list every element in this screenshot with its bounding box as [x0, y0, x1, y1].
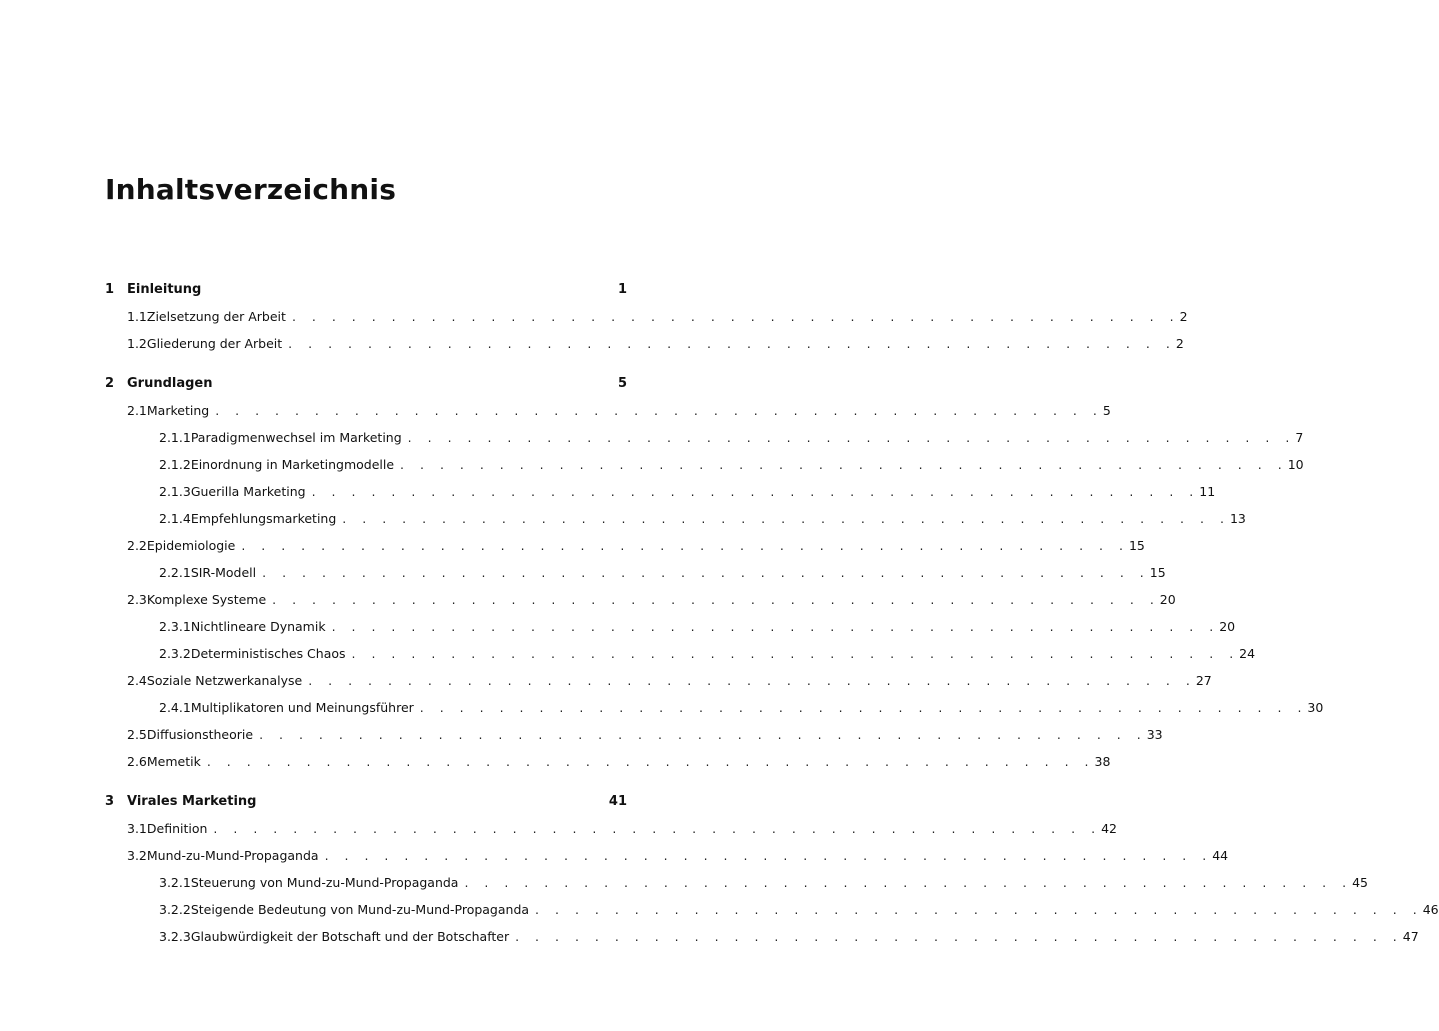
toc-section[interactable] — [105, 532, 1145, 559]
entry-title: Epidemiologie — [146, 538, 236, 553]
chapter-number: 3 — [105, 794, 115, 809]
toc-chapter[interactable] — [105, 276, 627, 303]
dot-leader: . . . . . . . . . . . . . . . . . . . . . . . . . . . . . . . . . . . . . . . . . . . . . — [213, 821, 1102, 836]
entry-title: Zielsetzung der Arbeit — [146, 309, 286, 324]
entry-number: 1.1 — [127, 309, 147, 324]
entry-number: 2.1.3 — [159, 484, 191, 499]
entry-page-number: 2 — [1179, 309, 1188, 324]
chapter-page-number: 5 — [617, 376, 627, 391]
entry-page-number: 33 — [1146, 727, 1163, 742]
entry-number: 3.1 — [127, 821, 147, 836]
page-title: Inhaltsverzeichnis — [105, 173, 397, 206]
entry-page-number: 42 — [1101, 821, 1117, 836]
entry-page-number: 15 — [1149, 565, 1166, 580]
entry-title: Diffusionstheorie — [146, 727, 254, 742]
toc-section[interactable] — [105, 397, 1111, 424]
toc-chapter[interactable] — [105, 370, 627, 397]
toc-subsection[interactable] — [105, 869, 1369, 896]
entry-page-number: 2 — [1175, 336, 1184, 351]
toc-section[interactable] — [105, 815, 1117, 842]
entry-title: Gliederung der Arbeit — [146, 336, 283, 351]
entry-page-number: 24 — [1239, 646, 1256, 661]
entry-title: Steuerung von Mund-zu-Mund-Propaganda — [190, 875, 459, 890]
dot-leader: . . . . . . . . . . . . . . . . . . . . . . . . . . . . . . . . . . . . . . . . . . . . . — [206, 754, 1095, 769]
entry-number: 1.2 — [127, 336, 147, 351]
toc-section[interactable] — [105, 303, 1188, 330]
entry-title: Nichtlineare Dynamik — [190, 619, 326, 634]
dot-leader: . . . . . . . . . . . . . . . . . . . . . . . . . . . . . . . . . . . . . . . . . . . . . — [308, 673, 1196, 688]
chapter-page-number: 41 — [608, 794, 627, 809]
dot-leader: . . . . . . . . . . . . . . . . . . . . . . . . . . . . . . . . . . . . . . . . . . . . . — [400, 457, 1288, 472]
entry-page-number: 15 — [1128, 538, 1145, 553]
toc-subsection[interactable] — [105, 424, 1304, 451]
toc-section[interactable] — [105, 721, 1163, 748]
entry-number: 2.4 — [127, 673, 147, 688]
toc-subsection[interactable] — [105, 694, 1324, 721]
toc-chapter[interactable] — [105, 788, 627, 815]
entry-number: 2.1.2 — [159, 457, 191, 472]
entry-page-number: 10 — [1287, 457, 1304, 472]
entry-number: 3.2 — [127, 848, 147, 863]
entry-page-number: 44 — [1212, 848, 1229, 863]
entry-number: 2.3 — [127, 592, 147, 607]
entry-page-number: 45 — [1352, 875, 1369, 890]
dot-leader: . . . . . . . . . . . . . . . . . . . . . . . . . . . . . . . . . . . . . . . . . . . . . — [407, 430, 1296, 445]
entry-title: Multiplikatoren und Meinungsführer — [190, 700, 414, 715]
entry-number: 2.1.1 — [159, 430, 191, 445]
entry-number: 2.6 — [127, 754, 147, 769]
entry-title: Steigende Bedeutung von Mund-zu-Mund-Propaganda — [190, 902, 530, 917]
entry-title: Paradigmenwechsel im Marketing — [190, 430, 402, 445]
table-of-contents — [105, 276, 1439, 950]
dot-leader: . . . . . . . . . . . . . . . . . . . . . . . . . . . . . . . . . . . . . . . . . . . . . — [311, 484, 1200, 499]
toc-section[interactable] — [105, 748, 1111, 775]
toc-subsection[interactable] — [105, 505, 1246, 532]
entry-number: 3.2.1 — [159, 875, 191, 890]
entry-number: 3.2.2 — [159, 902, 191, 917]
entry-number: 2.5 — [127, 727, 147, 742]
entry-page-number: 46 — [1422, 902, 1439, 917]
entry-title: Empfehlungsmarketing — [190, 511, 337, 526]
dot-leader: . . . . . . . . . . . . . . . . . . . . . . . . . . . . . . . . . . . . . . . . . . . . . — [419, 700, 1308, 715]
chapter-page-number: 1 — [617, 282, 627, 297]
entry-page-number: 30 — [1307, 700, 1324, 715]
dot-leader: . . . . . . . . . . . . . . . . . . . . . . . . . . . . . . . . . . . . . . . . . . . . . — [342, 511, 1230, 526]
entry-page-number: 7 — [1295, 430, 1304, 445]
dot-leader: . . . . . . . . . . . . . . . . . . . . . . . . . . . . . . . . . . . . . . . . . . . . . — [259, 727, 1147, 742]
toc-subsection[interactable] — [105, 896, 1439, 923]
entry-title: Komplexe Systeme — [146, 592, 267, 607]
toc-subsection[interactable] — [105, 613, 1236, 640]
entry-title: Einordnung in Marketingmodelle — [190, 457, 395, 472]
entry-title: Deterministisches Chaos — [190, 646, 346, 661]
dot-leader: . . . . . . . . . . . . . . . . . . . . . . . . . . . . . . . . . . . . . . . . . . . . . — [324, 848, 1213, 863]
toc-subsection[interactable] — [105, 451, 1304, 478]
chapter-title: Grundlagen — [127, 376, 213, 391]
toc-section[interactable] — [105, 330, 1184, 357]
dot-leader: . . . . . . . . . . . . . . . . . . . . . . . . . . . . . . . . . . . . . . . . . . . . . — [272, 592, 1160, 607]
dot-leader: . . . . . . . . . . . . . . . . . . . . . . . . . . . . . . . . . . . . . . . . . . . . . — [535, 902, 1423, 917]
entry-page-number: 27 — [1195, 673, 1212, 688]
dot-leader: . . . . . . . . . . . . . . . . . . . . . . . . . . . . . . . . . . . . . . . . . . . . . — [262, 565, 1150, 580]
toc-section[interactable] — [105, 586, 1176, 613]
toc-subsection[interactable] — [105, 923, 1419, 950]
entry-title: SIR-Modell — [190, 565, 257, 580]
toc-section[interactable] — [105, 667, 1212, 694]
chapter-number: 2 — [105, 376, 115, 391]
toc-subsection[interactable] — [105, 559, 1166, 586]
entry-title: Marketing — [146, 403, 210, 418]
entry-number: 2.3.2 — [159, 646, 191, 661]
chapter-number: 1 — [105, 282, 115, 297]
entry-page-number: 11 — [1199, 484, 1216, 499]
entry-number: 2.2.1 — [159, 565, 191, 580]
entry-page-number: 20 — [1219, 619, 1236, 634]
dot-leader: . . . . . . . . . . . . . . . . . . . . . . . . . . . . . . . . . . . . . . . . . . . . . — [331, 619, 1220, 634]
entry-page-number: 20 — [1159, 592, 1176, 607]
entry-number: 2.1.4 — [159, 511, 191, 526]
dot-leader: . . . . . . . . . . . . . . . . . . . . . . . . . . . . . . . . . . . . . . . . . . . . . — [241, 538, 1129, 553]
dot-leader: . . . . . . . . . . . . . . . . . . . . . . . . . . . . . . . . . . . . . . . . . . . . . — [351, 646, 1240, 661]
dot-leader: . . . . . . . . . . . . . . . . . . . . . . . . . . . . . . . . . . . . . . . . . . . . . — [215, 403, 1103, 418]
chapter-title: Virales Marketing — [127, 794, 257, 809]
chapter-title: Einleitung — [127, 282, 202, 297]
entry-title: Definition — [146, 821, 208, 836]
entry-page-number: 38 — [1094, 754, 1111, 769]
dot-leader: . . . . . . . . . . . . . . . . . . . . . . . . . . . . . . . . . . . . . . . . . . . . . — [288, 336, 1176, 351]
dot-leader: . . . . . . . . . . . . . . . . . . . . . . . . . . . . . . . . . . . . . . . . . . . . . — [515, 929, 1403, 944]
entry-title: Glaubwürdigkeit der Botschaft und der Botschafter — [190, 929, 510, 944]
entry-number: 2.4.1 — [159, 700, 191, 715]
entry-title: Memetik — [146, 754, 201, 769]
toc-section[interactable] — [105, 842, 1229, 869]
entry-page-number: 5 — [1102, 403, 1111, 418]
entry-page-number: 47 — [1402, 929, 1419, 944]
entry-title: Guerilla Marketing — [190, 484, 306, 499]
dot-leader: . . . . . . . . . . . . . . . . . . . . . . . . . . . . . . . . . . . . . . . . . . . . . — [464, 875, 1353, 890]
entry-number: 2.1 — [127, 403, 147, 418]
entry-title: Mund-zu-Mund-Propaganda — [146, 848, 319, 863]
dot-leader: . . . . . . . . . . . . . . . . . . . . . . . . . . . . . . . . . . . . . . . . . . . . . — [291, 309, 1180, 324]
toc-subsection[interactable] — [105, 640, 1256, 667]
entry-number: 2.2 — [127, 538, 147, 553]
entry-page-number: 13 — [1229, 511, 1246, 526]
toc-subsection[interactable] — [105, 478, 1216, 505]
entry-title: Soziale Netzwerkanalyse — [146, 673, 303, 688]
entry-number: 2.3.1 — [159, 619, 191, 634]
entry-number: 3.2.3 — [159, 929, 191, 944]
